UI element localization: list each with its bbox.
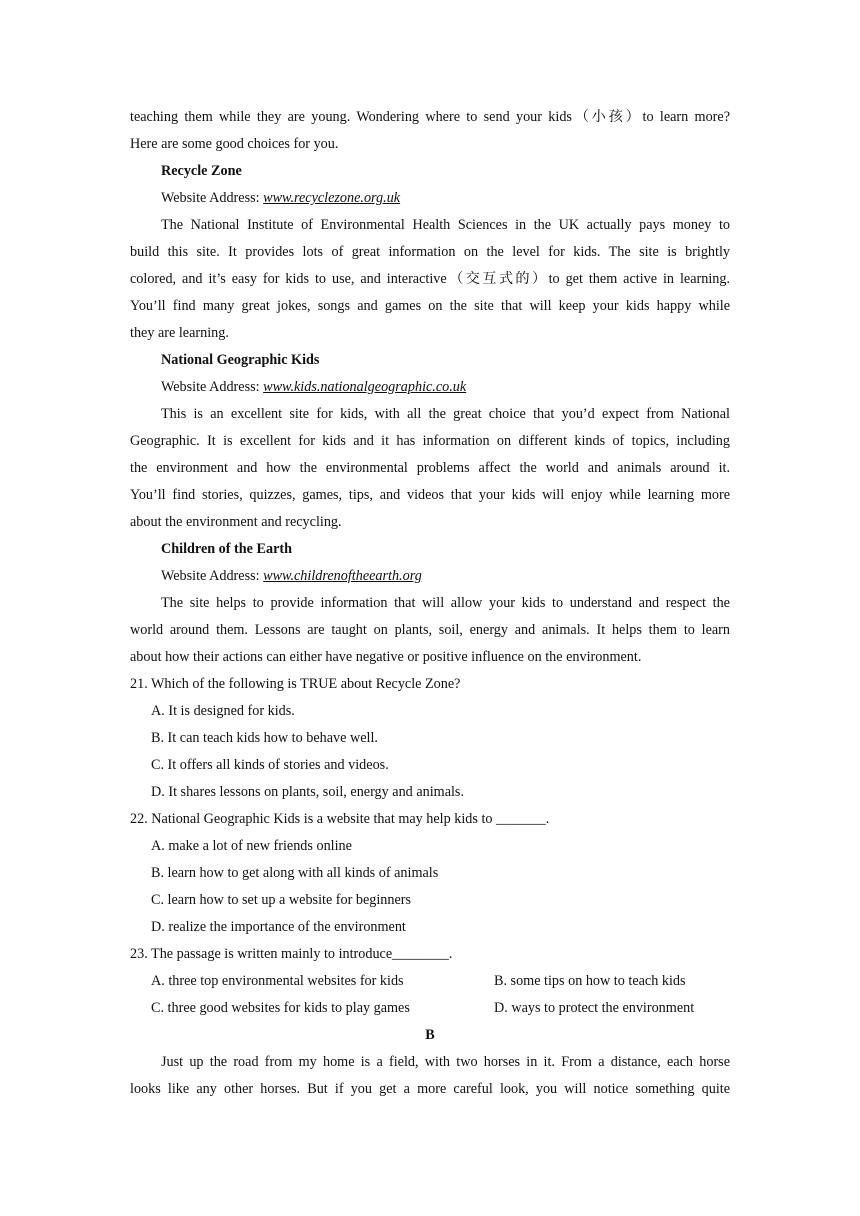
answer-option: B. It can teach kids how to behave well. [151,730,378,746]
answer-option: B. learn how to get along with all kinds of animals [151,865,439,881]
site-desc-line: they are learning. [130,325,229,341]
site-address [130,563,730,590]
site-title: Children of the Earth [161,541,292,557]
address-label: Website Address: [161,568,264,584]
address-label: Website Address: [161,379,264,395]
site-desc-line: You’ll find many great jokes, songs and games on the site that will keep your kids happy while [130,298,730,314]
answer-option: A. three top environmental websites for kids [151,973,404,989]
site-desc-line: This is an excellent site for kids, with all the great choice that you’d expect from National [161,406,730,422]
site-desc-line: Geographic. It is excellent for kids and it has information on different kinds of topics, including [130,433,730,449]
address-label: Website Address: [161,190,264,206]
site-url[interactable]: www.kids.nationalgeographic.co.uk [263,379,467,395]
site-title: National Geographic Kids [161,352,320,368]
site-url[interactable]: www.childrenoftheearth.org [263,568,422,584]
answer-option: C. It offers all kinds of stories and videos. [151,757,389,773]
site-desc-line: about the environment and recycling. [130,514,342,530]
question-stem: 22. National Geographic Kids is a website that may help kids to _______. [130,811,550,827]
site-desc-line: the environment and how the environmental problems affect the world and animals around it. [130,460,730,476]
answer-option: C. three good websites for kids to play games [151,1000,410,1016]
document-page [130,104,730,1103]
answer-option-row [130,995,730,1022]
site-desc-line: colored, and it’s easy for kids to use, and interactive（交互式的）to get them active in learning. [130,271,730,287]
site-desc-line: build this site. It provides lots of great information on the level for kids. The site is brightly [130,244,730,260]
question-stem: 23. The passage is written mainly to introduce________. [130,946,453,962]
answer-option-row [130,968,730,995]
site-url[interactable]: www.recyclezone.org.uk [263,190,401,206]
answer-option: A. make a lot of new friends online [151,838,352,854]
site-address [130,185,730,212]
answer-option: D. ways to protect the environment [494,1000,695,1016]
site-desc-line: The National Institute of Environmental Health Sciences in the UK actually pays money to [161,217,730,233]
site-title: Recycle Zone [161,163,242,179]
site-desc-line: The site helps to provide information that will allow your kids to understand and respect the [161,595,730,611]
passage-line: Just up the road from my home is a field, with two horses in it. From a distance, each horse [161,1054,730,1070]
site-desc-line: world around them. Lessons are taught on plants, soil, energy and animals. It helps them to learn [130,622,730,638]
passage-line: looks like any other horses. But if you get a more careful look, you will notice something quite [130,1081,730,1097]
intro-line: teaching them while they are young. Wondering where to send your kids（小孩）to learn more? [130,109,730,125]
answer-option: A. It is designed for kids. [151,703,295,719]
question-stem: 21. Which of the following is TRUE about Recycle Zone? [130,676,461,692]
site-address [130,374,730,401]
intro-line: Here are some good choices for you. [130,136,339,152]
answer-option: C. learn how to set up a website for beginners [151,892,412,908]
answer-option: D. realize the importance of the environment [151,919,406,935]
section-heading: B [425,1027,435,1043]
site-desc-line: about how their actions can either have negative or positive influence on the environment. [130,649,642,665]
site-desc-line: You’ll find stories, quizzes, games, tips, and videos that your kids will enjoy while learning more [130,487,730,503]
answer-option: D. It shares lessons on plants, soil, energy and animals. [151,784,464,800]
answer-option: B. some tips on how to teach kids [494,973,686,989]
